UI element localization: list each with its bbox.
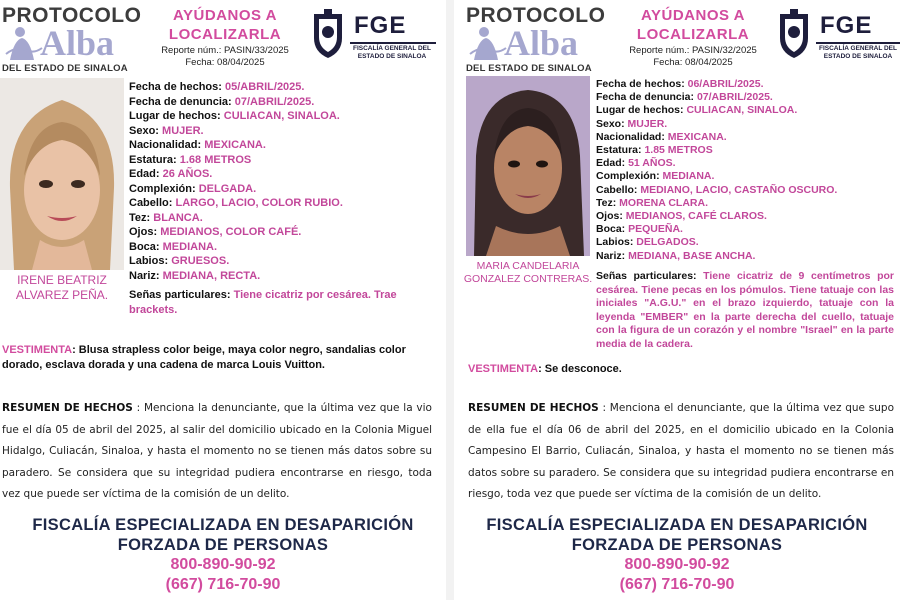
fact-row [596,236,837,249]
fact-row [129,240,343,255]
contact-footer [454,515,900,595]
fact-label: Lugar de hechos: [596,104,684,117]
fge-full-name: FISCALÍA GENERAL DEL ESTADO DE SINALOA [352,45,431,60]
missing-person-photo [0,78,124,270]
fact-label: Edad: [596,157,626,170]
fact-value: MEDIANOS, CAFÉ CLAROS. [625,210,767,223]
missing-person-flyer-left [0,0,446,600]
missing-person-name: MARIA CANDELARIA GONZALEZ CONTRERAS. [463,260,593,285]
fact-label: Estatura: [596,144,642,157]
fge-acronym: FGE [820,12,873,39]
clothing-label: VESTIMENTA [468,363,539,375]
clothing-description [468,362,888,377]
fact-row [596,157,837,170]
fact-row [596,118,837,131]
missing-person-flyer-right [454,0,900,600]
fge-logo [310,8,440,66]
fact-label: Edad: [129,168,160,180]
report-number: Reporte núm.: PASIN/33/2025 [161,45,289,56]
fact-row [596,131,837,144]
contact-phone-local: (667) 716-70-90 [619,576,735,593]
marks-label: Señas particulares: [596,270,697,282]
state-seal-icon [310,8,346,60]
clothing-label: VESTIMENTA [2,344,73,356]
protocolo-logo-text: PROTOCOLO [466,4,606,27]
contact-phone-tollfree: 800-890-90-92 [170,556,276,573]
fact-label: Complexión: [596,170,660,183]
distinguishing-marks [129,288,409,317]
alba-figure-icon [468,24,508,64]
fact-row [129,95,343,110]
fact-row [129,153,343,168]
fact-label: Fecha de denuncia: [129,95,232,108]
marks-label: Señas particulares: [129,289,231,301]
summary-value: : Menciona el denunciante, que la última vez que supo de ella fue el día 06 de abril del 2025, en el domicilio ubicado en la Colonia Campesino El Barrio, Culiacán, Sinaloa, y hasta el momento no se tienen más datos sobre su paradero. Se considera que su integridad pudiera encontrarse en riesgo, toda vez que puede ser víctima de la comisión de un delito. [468,402,894,500]
fact-value: LARGO, LACIO, COLOR RUBIO. [175,197,343,209]
clothing-description [2,343,430,373]
flyer-divider [446,0,454,600]
alba-logo-text: Alba [40,23,115,63]
facts-list [129,80,343,283]
case-summary [2,398,432,506]
fact-label: Fecha de hechos: [596,78,685,90]
fact-value: DELGADOS. [636,236,699,249]
fact-value: 26 AÑOS. [162,168,213,180]
fact-value: MEDIANA, BASE ANCHA. [628,249,756,262]
marks-value: Tiene cicatriz por cesárea. Trae brackets. [129,289,397,316]
alba-state-subtitle: DEL ESTADO DE SINALOA [466,63,592,74]
fact-value: MEDIANA, RECTA. [162,269,261,282]
alba-logo [4,24,134,64]
fact-label: Ojos: [596,210,623,223]
report-info [140,45,310,69]
summary-label: RESUMEN DE HECHOS [2,402,133,414]
fact-label: Nariz: [596,249,626,262]
contact-phone-local: (667) 716-70-90 [165,576,281,593]
fact-value: MUJER. [162,124,204,137]
fact-row [129,196,343,211]
fact-value: MEDIANA. [662,170,715,183]
fact-value: MEXICANA. [667,130,727,143]
fact-label: Boca: [129,240,160,253]
report-number: Reporte núm.: PASIN/32/2025 [629,45,757,56]
fact-label: Boca: [596,223,626,236]
fact-label: Tez: [596,196,617,209]
fact-value: MEDIANO, LACIO, CASTAÑO OSCURO. [640,183,838,196]
fact-value: GRUESOS. [171,255,230,267]
fge-divider [816,42,900,44]
clothing-value: : Se desconoce. [538,363,622,375]
fact-value: 06/ABRIL/2025. [687,78,764,90]
fact-label: Lugar de hechos: [129,110,221,122]
fact-value: DELGADA. [198,182,257,195]
fact-value: MEXICANA. [204,139,266,151]
summary-label: RESUMEN DE HECHOS [468,402,599,414]
alba-logo-text: Alba [504,23,579,63]
fact-label: Complexión: [129,182,196,195]
fact-row [129,167,343,182]
fact-row [596,250,837,263]
case-summary [468,398,894,506]
prosecutor-office-line1: FISCALÍA ESPECIALIZADA EN DESAPARICIÓN [486,516,868,534]
fact-row [129,124,343,139]
help-locate-title: AYÚDANOS A LOCALIZARLA [636,7,750,43]
fact-label: Ojos: [129,226,158,238]
fact-value: BLANCA. [153,211,203,224]
alba-state-subtitle: DEL ESTADO DE SINALOA [2,63,128,74]
fact-label: Cabello: [129,197,173,209]
report-date: Fecha: 08/04/2025 [185,57,265,68]
fact-label: Estatura: [129,153,177,166]
distinguishing-marks [596,270,894,351]
prosecutor-office-line1: FISCALÍA ESPECIALIZADA EN DESAPARICIÓN [32,516,414,534]
fact-label: Sexo: [129,124,159,137]
marks-value: Tiene cicatriz de 9 centímetros por cesárea. Tiene pecas en los pómulos. Tiene tatuaje con las iniciales "A.G.U." en el brazo izquierdo, tatuaje con la leyenda "EMBER" en la parte derecha del cuello, tatuaje con la figura de un corazón y el nombre "Israel" en la parte media de la cadera. [596,270,894,350]
fact-row [129,211,343,226]
fact-value: MEDIANA. [162,240,218,253]
fact-label: Nacionalidad: [129,139,202,151]
fact-value: 07/ABRIL/2025. [234,95,315,108]
fact-label: Cabello: [596,183,638,196]
fact-row [596,144,837,157]
prosecutor-office-line2: FORZADA DE PERSONAS [571,536,783,554]
fact-row [129,138,343,153]
contact-phone-tollfree: 800-890-90-92 [624,556,730,573]
fact-label: Fecha de denuncia: [596,91,695,104]
fact-value: 1.68 METROS [179,153,252,166]
contact-footer [0,515,446,595]
fact-label: Tez: [129,211,151,224]
fact-value: CULIACAN, SINALOA. [686,104,798,117]
fact-value: 1.85 METROS [644,144,713,157]
missing-person-name: IRENE BEATRIZ ALVAREZ PEÑA. [15,273,109,302]
report-date: Fecha: 08/04/2025 [653,57,733,68]
fact-label: Fecha de hechos: [129,81,222,93]
fact-value: MORENA CLARA. [619,196,709,209]
fge-logo [776,8,900,66]
fact-label: Labios: [596,236,634,249]
fge-acronym: FGE [354,12,407,39]
fact-label: Sexo: [596,117,625,130]
fact-label: Labios: [129,255,169,267]
facts-list [596,78,837,263]
fact-row [596,210,837,223]
alba-figure-icon [4,24,44,64]
fact-value: 05/ABRIL/2025. [224,81,305,93]
fge-divider [350,42,436,44]
prosecutor-office-line2: FORZADA DE PERSONAS [117,536,329,554]
fact-row [596,104,837,117]
fact-row [596,223,837,236]
fact-row [129,80,343,95]
fge-full-name: FISCALÍA GENERAL DEL ESTADO DE SINALOA [818,45,897,60]
fact-row [129,254,343,269]
fact-value: 07/ABRIL/2025. [696,91,773,104]
fact-row [596,91,837,104]
protocolo-logo-text: PROTOCOLO [2,4,142,27]
fact-row [129,225,343,240]
fact-row [596,184,837,197]
help-locate-title: AYÚDANOS A LOCALIZARLA [168,7,282,43]
fact-value: 51 AÑOS. [628,157,676,170]
fact-row [129,109,343,124]
alba-logo [468,24,598,64]
fact-row [596,170,837,183]
missing-person-photo [466,76,590,256]
fact-row [129,269,343,284]
report-info [608,45,778,69]
fact-value: CULIACAN, SINALOA. [223,110,340,122]
fact-row [129,182,343,197]
fact-label: Nacionalidad: [596,130,665,143]
fact-row [596,197,837,210]
fact-value: PEQUEÑA. [628,223,683,236]
summary-value: : Menciona la denunciante, que la última vez que la vio fue el día 05 de abril del 2025, al salir del domicilio ubicado en la Colonia Miguel Hidalgo, Culiacán, Sinaloa, y hasta el momento no se tienen más datos sobre su paradero. Se considera que su integridad pudiera encontrarse en riesgo, toda vez que puede ser víctima de la comisión de un delito. [2,402,432,500]
fact-label: Nariz: [129,269,160,282]
fact-value: MUJER. [627,117,668,130]
state-seal-icon [776,8,812,60]
fact-value: MEDIANOS, COLOR CAFÉ. [160,226,302,238]
fact-row [596,78,837,91]
clothing-value: : Blusa strapless color beige, maya color negro, sandalias color dorado, esclava dorada y una cadena de marca Louis Vuitton. [2,344,406,371]
